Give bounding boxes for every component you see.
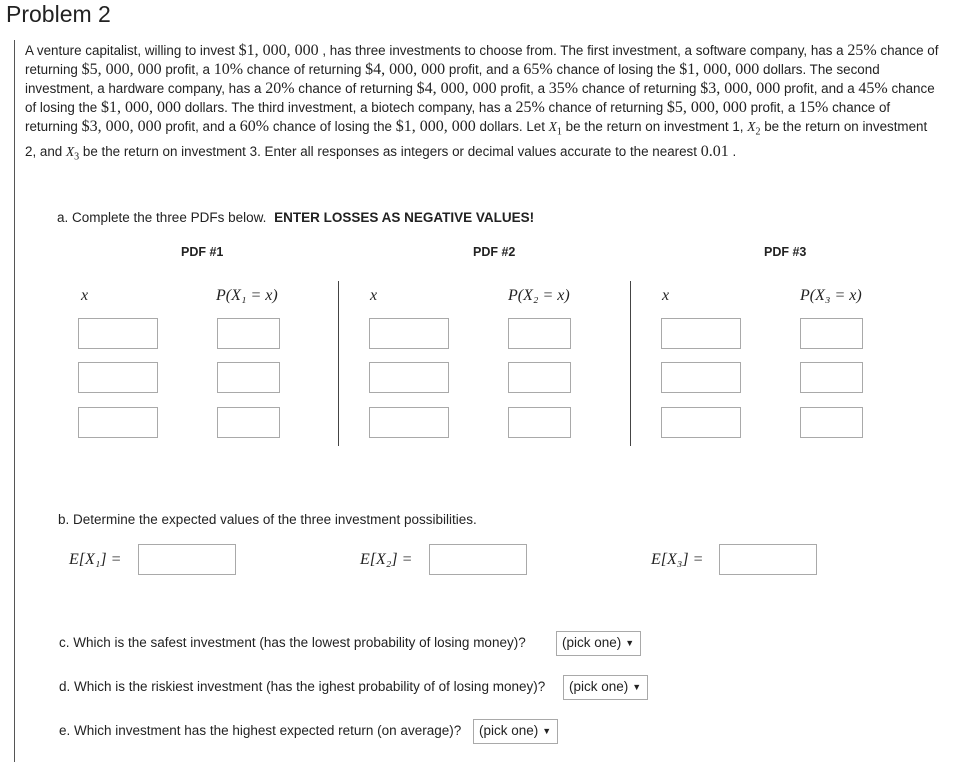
part-a-text: a. Complete the three PDFs below. [57,210,267,225]
invest-amount: $1, 000, 000 [238,42,319,59]
prob-value: 35% [548,80,579,97]
pdf3-x-input-1[interactable] [661,318,741,349]
statement-text: , has three investments to choose from. The first investment, a software company, has a [322,43,844,58]
prob-value: 20% [265,80,295,97]
money-value: $3, 000, 000 [700,80,781,97]
statement-text: chance of losing the [25,81,935,115]
statement-text: dollars. The second investment, a hardware company, has a [25,62,880,96]
pdf2-p-input-3[interactable] [508,407,571,438]
statement-text: . [732,143,737,159]
ev2-input[interactable] [429,544,527,575]
pdf2-p-input-2[interactable] [508,362,571,393]
statement-text: profit, and a [783,81,855,96]
statement-text: chance of returning [548,100,664,115]
pdf3-p-input-3[interactable] [800,407,863,438]
problem-title: Problem 2 [6,1,111,27]
pdf1-title: PDF #1 [181,245,224,259]
pdf2-p-header: P(X₂ = x) [508,287,570,304]
pdf3-x-input-3[interactable] [661,407,741,438]
var-x2: $X_2$ [747,119,761,138]
ev3-input[interactable] [719,544,817,575]
money-value: $4, 000, 000 [416,80,497,97]
pdf1-p-input-1[interactable] [217,318,280,349]
statement-text: chance of returning [298,81,413,96]
pdf2-x-input-3[interactable] [369,407,449,438]
prob-value: 65% [523,61,553,78]
statement-text: chance of returning [25,43,939,77]
pdf2-p-input-1[interactable] [508,318,571,349]
part-d-prompt: d. Which is the riskiest investment (has the ighest probability of of losing money)? [59,679,546,694]
prob-value: 45% [858,80,888,97]
part-c-prompt: c. Which is the safest investment (has the lowest probability of losing money)? [59,635,526,650]
prob-value: 15% [799,99,829,116]
pdf3-title: PDF #3 [764,245,807,259]
var-x1: $X_1$ [548,119,562,138]
pdf1-x-input-3[interactable] [78,407,158,438]
ev1-input[interactable] [138,544,236,575]
problem-statement [25,41,940,166]
part-b-prompt: b. Determine the expected values of the three investment possibilities. [58,512,477,527]
part-e-prompt: e. Which investment has the highest expected return (on average)? [59,723,462,738]
statement-text: chance of losing the [272,119,392,134]
statement-text: be the return on investment 3. Enter all responses as integers or decimal values accurate to the nearest [82,143,697,159]
pdf1-p-header: P(X₁ = x) [216,287,278,304]
statement-text: profit, and a [165,119,237,134]
pdf1-x-input-1[interactable] [78,318,158,349]
ev1-label: E[X₁] = [69,551,122,568]
riskiest-select[interactable] [563,675,648,700]
var-x3: $X_3$ [65,143,80,163]
pdf3-p-input-2[interactable] [800,362,863,393]
pdf1-p-input-2[interactable] [217,362,280,393]
money-value: $5, 000, 000 [81,61,162,78]
money-value: $5, 000, 000 [666,99,747,116]
money-value: $4, 000, 000 [365,61,446,78]
pdf2-x-input-2[interactable] [369,362,449,393]
prob-value: 25% [847,42,877,59]
dropdown-arrow-icon: ▼ [632,682,642,692]
pdf1-x-header: x [81,287,89,304]
dropdown-arrow-icon: ▼ [625,638,635,648]
pdf2-title: PDF #2 [473,245,516,259]
statement-text: profit, a [500,81,546,96]
pdf3-x-input-2[interactable] [661,362,741,393]
money-value: $1, 000, 000 [100,99,181,116]
ev3-label: E[X₃] = [651,551,704,568]
statement-text: profit, a [750,100,796,115]
statement-text: dollars. Let [479,119,545,134]
dropdown-arrow-icon: ▼ [542,726,552,736]
pdf3-x-header: x [662,287,670,304]
prob-value: 25% [515,99,545,116]
money-value: $3, 000, 000 [81,118,162,135]
statement-text: A venture capitalist, willing to invest [25,43,235,58]
part-a-prompt [57,210,534,225]
statement-text: profit, and a [448,62,520,77]
pdf1-p-input-3[interactable] [217,407,280,438]
prob-value: 60% [239,118,270,135]
pdf1-x-input-2[interactable] [78,362,158,393]
precision-value: 0.01 [700,142,729,160]
pdf2-x-header: x [370,287,378,304]
statement-text: chance of returning [581,81,697,96]
pdf3-p-input-1[interactable] [800,318,863,349]
money-value: $1, 000, 000 [679,61,760,78]
statement-text: chance of returning [246,62,362,77]
statement-text: dollars. The third investment, a biotech company, has a [184,100,512,115]
safest-select[interactable] [556,631,641,656]
safest-select-value: (pick one) [562,635,622,650]
highest-return-select[interactable] [473,719,558,744]
statement-text: be the return on investment 1, [565,119,744,134]
statement-text: be the return on investment 2, and [25,119,928,159]
part-a-emphasis: ENTER LOSSES AS NEGATIVE VALUES! [274,210,535,225]
pdf2-x-input-1[interactable] [369,318,449,349]
prob-value: 10% [213,61,244,78]
ev2-label: E[X₂] = [360,551,413,568]
statement-text: profit, a [165,62,210,77]
pdf3-p-header: P(X₃ = x) [800,287,862,304]
statement-text: chance of returning [25,100,891,134]
money-value: $1, 000, 000 [395,118,476,135]
highest-return-select-value: (pick one) [479,723,539,738]
problem-body [14,40,965,762]
statement-text: chance of losing the [556,62,676,77]
pdf-divider [630,281,631,446]
riskiest-select-value: (pick one) [569,679,629,694]
pdf-divider [338,281,339,446]
